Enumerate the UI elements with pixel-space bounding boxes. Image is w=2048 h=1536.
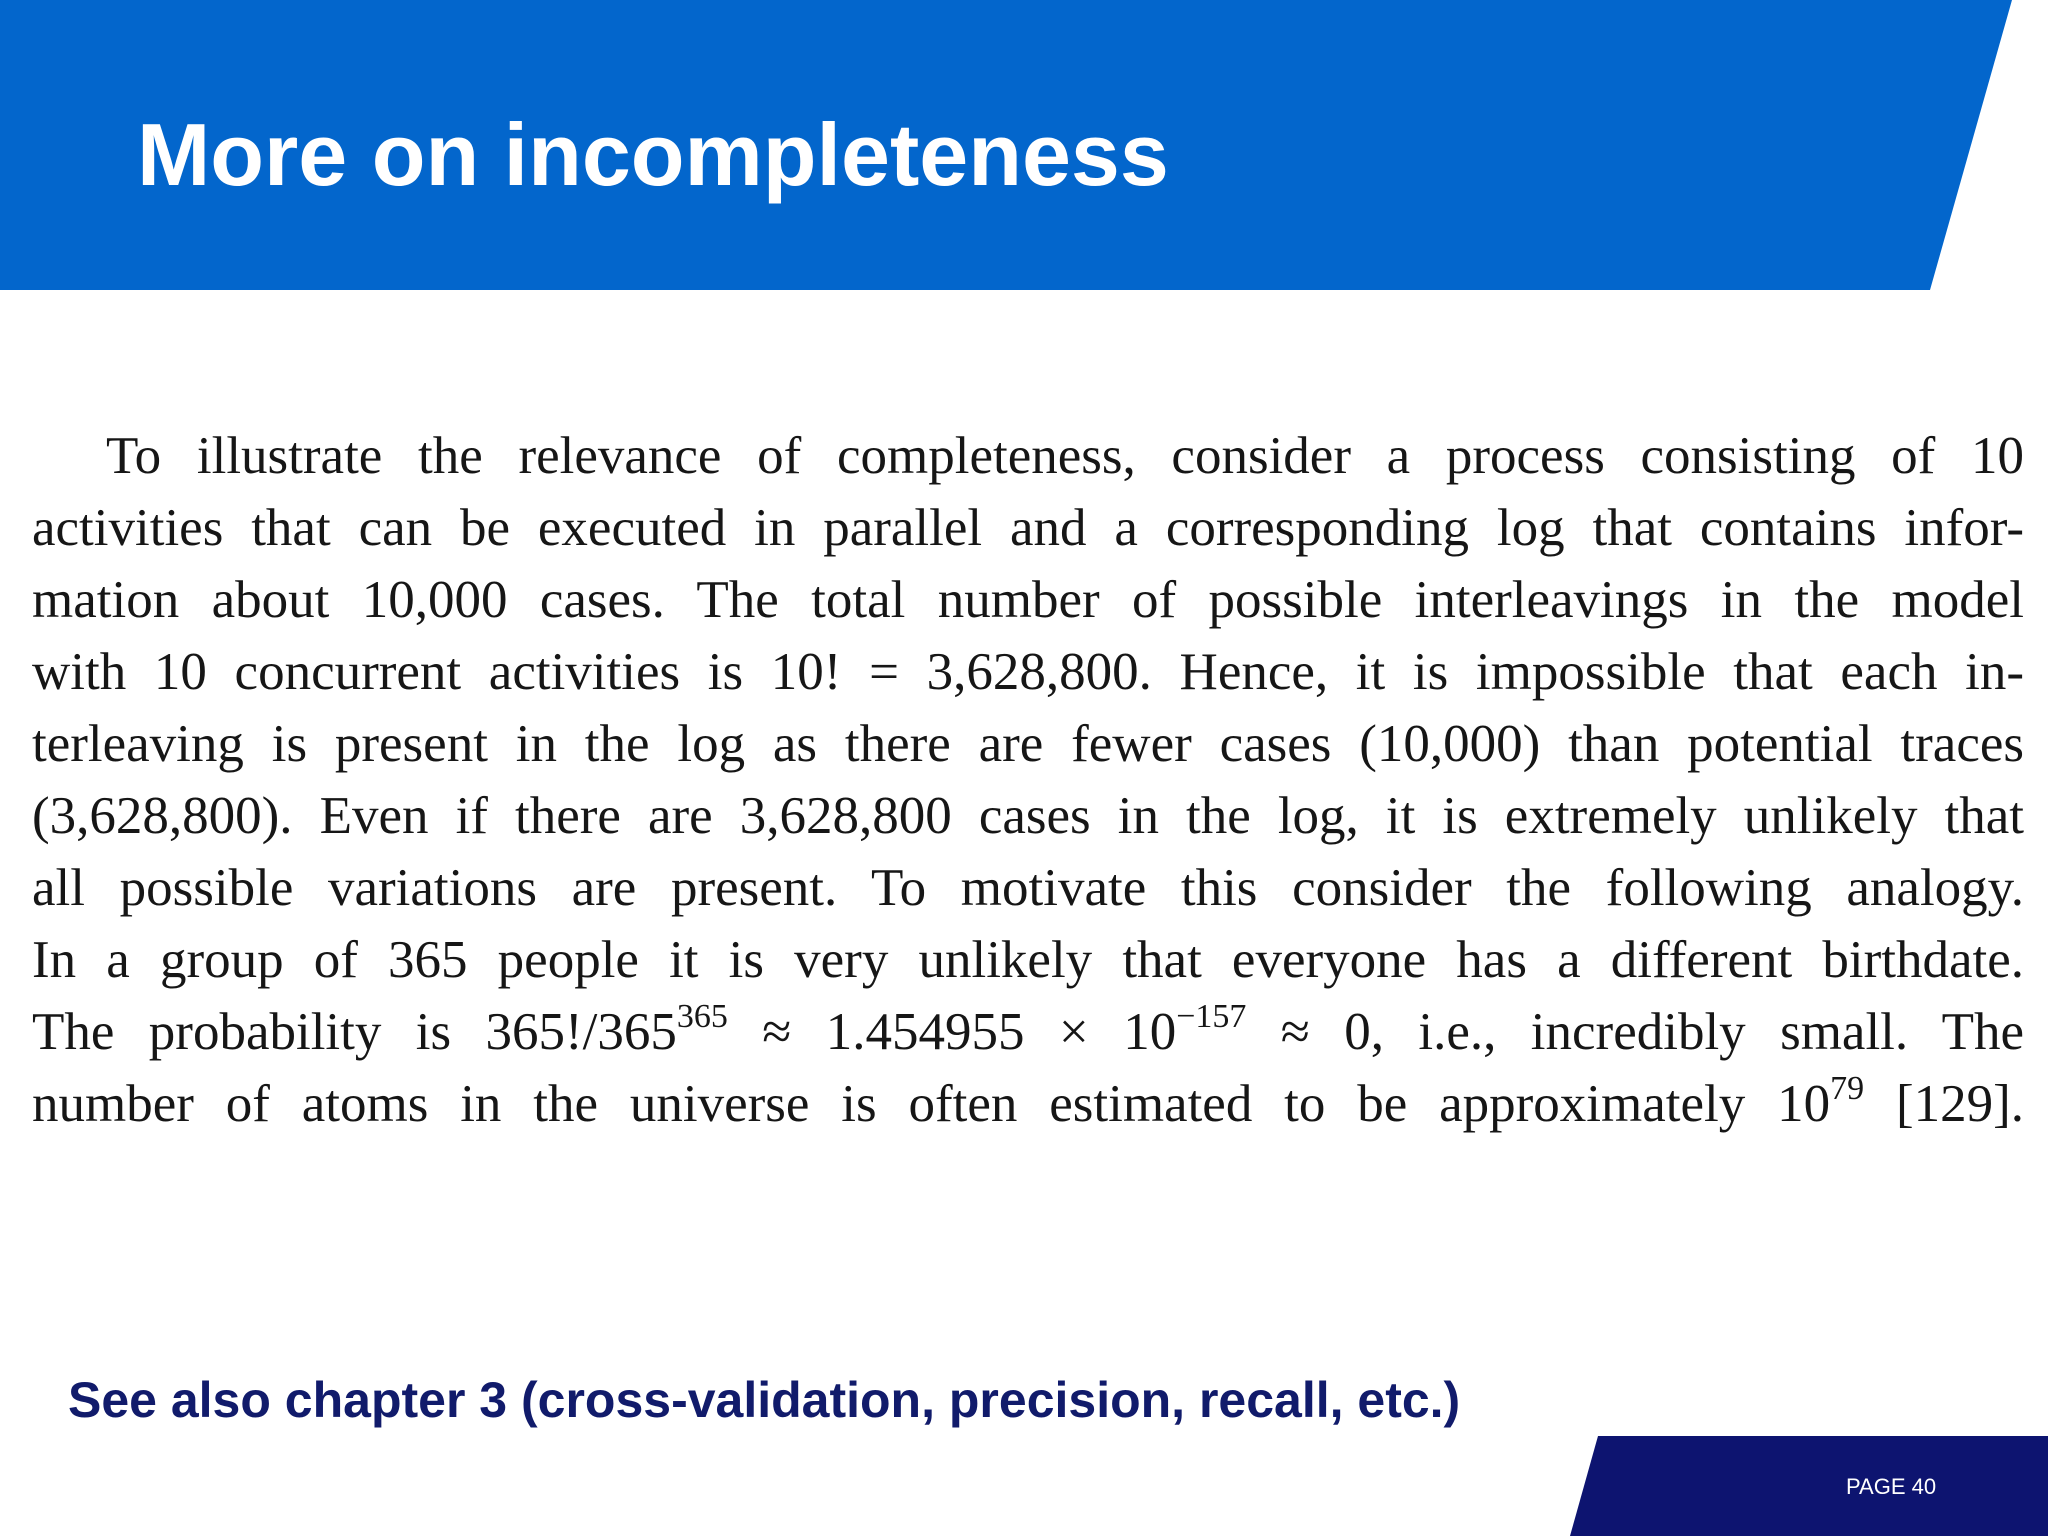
probability-text: The probability is 365!/365 [32, 1003, 677, 1061]
footer-banner [1570, 1436, 2048, 1536]
atoms-text: number of atoms in the universe is often estimated to be approximately 10 [32, 1075, 1831, 1133]
excerpt-line: In a group of 365 people it is very unlikely that everyone has a different birthdate. [32, 931, 2024, 989]
excerpt-probability-line [32, 996, 2024, 1068]
excerpt-line: all possible variations are present. To motivate this consider the following analogy. [32, 859, 2024, 917]
excerpt-line: activities that can be executed in parallel and a corresponding log that contains infor- [32, 499, 2024, 557]
excerpt-atoms-line [32, 1068, 2024, 1140]
page-number: PAGE 40 [1846, 1474, 1937, 1499]
exponent-79: 79 [1830, 1070, 1865, 1107]
excerpt-line: with 10 concurrent activities is 10! = 3,628,800. Hence, it is impossible that each in- [32, 643, 2024, 701]
exponent-minus-157: −157 [1176, 998, 1247, 1035]
excerpt-line: To illustrate the relevance of completeness, consider a process consisting of 10 [106, 427, 2024, 485]
excerpt-line: (3,628,800). Even if there are 3,628,800 cases in the log, it is extremely unlikely that [32, 787, 2024, 845]
citation: [129]. [1864, 1075, 2024, 1133]
footer-banner-shape [1570, 1436, 2048, 1536]
book-excerpt [32, 420, 2024, 1140]
excerpt-line: mation about 10,000 cases. The total number of possible interleavings in the model [32, 571, 2024, 629]
probability-approx: ≈ 1.454955 × 10 [727, 1003, 1177, 1061]
exponent-365: 365 [676, 998, 728, 1035]
probability-tail: ≈ 0, i.e., incredibly small. The [1246, 1003, 2024, 1061]
see-also-note: See also chapter 3 (cross-validation, precision, recall, etc.) [68, 1372, 1461, 1428]
slide-title: More on incompleteness [137, 105, 1169, 204]
excerpt-line: terleaving is present in the log as there are fewer cases (10,000) than potential traces [32, 715, 2024, 773]
